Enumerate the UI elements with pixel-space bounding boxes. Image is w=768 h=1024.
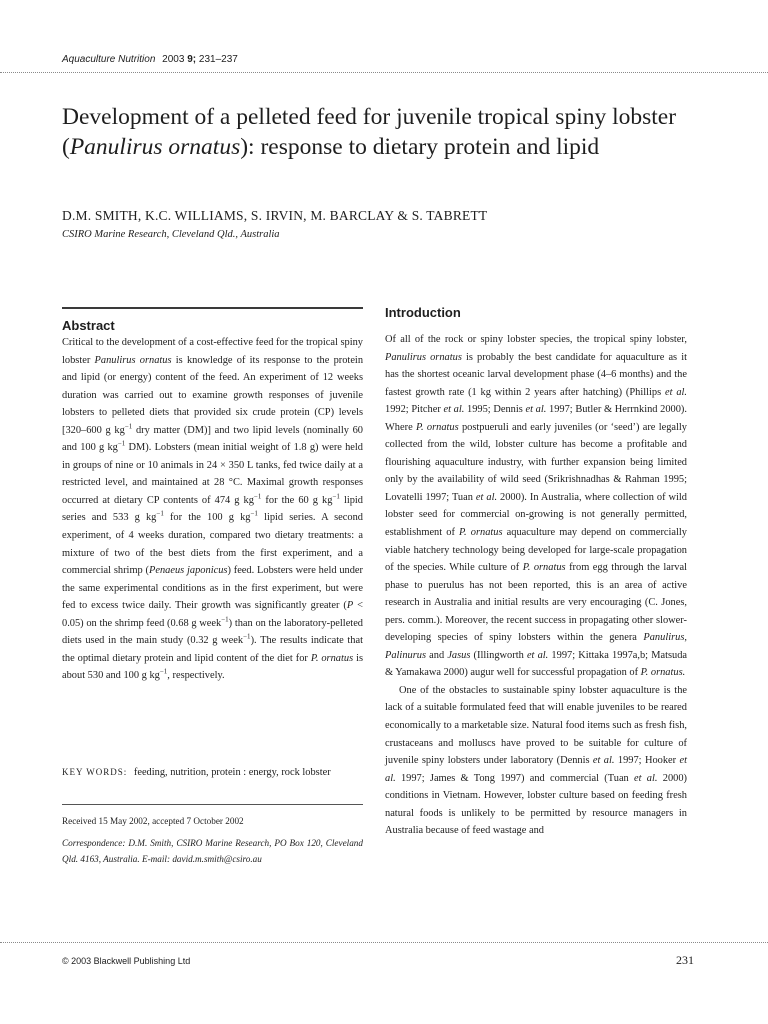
keywords-text: feeding, nutrition, protein : energy, rock lobster bbox=[133, 767, 331, 778]
intro-paragraph-2: One of the obstacles to sustainable spiny lobster aquaculture is the lack of a suitable formulated feed that will enable juveniles to be reared economically to a marketable size. Natural food items such as fresh fish, crustaceans and molluscs have proved to be suitable for culture of juvenile spiny lobsters under laboratory (Dennis et al. 1997; Hooker et al. 1997; James & Tong 1997) and commercial (Tuan et al. 2000) conditions in Vietnam. However, lobster culture based on feeding fresh natural foods is unlikely to be permitted by resource managers in Australia because of feed wastage and bbox=[385, 684, 688, 837]
journal-year: 2003 bbox=[162, 54, 185, 65]
abstract-top-rule bbox=[62, 307, 363, 309]
intro-paragraph-1: Of all of the rock or spiny lobster species, the tropical spiny lobster, Panulirus ornatus is probably the best candidate for aquaculture as it has the shortest oceanic larval development phase (4–6 months) and the fastest growth rate (1 kg within 2 years after hatching) (Phillips et al. 1992; Pitcher et al. 1995; Dennis et al. 1997; Butler & Herrnkind 2000). Where P. ornatus postpueruli and early juveniles (or ‘seed’) are legally collected from the wild, lobster culture has become a profitable and flourishing aquaculture industry, with further expansion being limited only by the availability of wild seed (Srikrishnadhas & Rahman 1995; Lovatelli 1997; Tuan et al. 2000). In Australia, where collection of wild lobster seed for commercial on-growing is not generally permitted, establishment of P. ornatus aquaculture may depend on commercially viable hatchery technology being developed for large-scale propagation of the species. While culture of P. ornatus from egg through the larval phase to puerulus has not been reported, this is an area of active research in Australia and initial results are very encouraging (C. Jones, pers. comm.). Moreover, the recent success in propagating other slower-developing species of spiny lobsters within the genera Panulirus, Palinurus and Jasus (Illingworth et al. 1997; Kittaka 1997a,b; Matsuda & Yamakawa 2000) augur well for successful propagation of P. ornatus. bbox=[385, 334, 688, 679]
journal-name: Aquaculture Nutrition bbox=[62, 54, 156, 65]
footnote-rule bbox=[62, 804, 363, 805]
journal-pages: 231–237 bbox=[198, 54, 238, 65]
header-dotted-divider bbox=[0, 72, 768, 73]
footer-dotted-divider bbox=[0, 942, 768, 943]
correspondence-note: Correspondence: D.M. Smith, CSIRO Marine Research, PO Box 120, Cleveland Qld. 4163, Australia. E-mail: david.m.smith@csiro.au bbox=[62, 838, 363, 864]
received-dates: Received 15 May 2002, accepted 7 October 2002 bbox=[62, 816, 244, 826]
page-number: 231 bbox=[676, 953, 694, 967]
article-title: Development of a pelleted feed for juvenile tropical spiny lobster (Panulirus ornatus): response to dietary protein and lipid bbox=[62, 104, 677, 160]
journal-citation bbox=[62, 54, 238, 65]
author-list: D.M. SMITH, K.C. WILLIAMS, S. IRVIN, M. BARCLAY & S. TABRETT bbox=[62, 208, 488, 223]
keywords-label: KEY WORDS: bbox=[62, 767, 128, 777]
copyright-notice: © 2003 Blackwell Publishing Ltd bbox=[62, 956, 191, 966]
abstract-body: Critical to the development of a cost-effective feed for the tropical spiny lobster Panulirus ornatus is knowledge of its response to the protein and lipid (or energy) content of the feed. An experiment of 12 weeks duration was carried out to examine growth responses of juvenile lobsters to pelleted diets that provided six crude protein (CP) levels [320–600 g $kg^{-1}$ dry matter (DM)] and two lipid levels (nominally 60 and 100 g $kg^{-1}$ DM). Lobsters (mean initial weight of 1.8 g) were held in groups of nine or 10 animals in 24 × 350 L tanks, fed twice daily at a restricted level, and maintained at 28 °C. Maximal growth responses occurred at dietary CP contents of 474 g $kg^{-1}$ for the 60 g $kg^{-1}$ lipid series and 533 g $kg^{-1}$ for the 100 g $kg^{-1}$ lipid series. A second experiment, of 4 weeks duration, compared two dietary treatments: a mixture of two of the best diets from the first experiment, and a commercial shrimp (Penaeus japonicus) feed. Lobsters were held under the same experimental conditions as in the first experiment, but were fed to excess twice daily. Their growth was significantly greater (P < 0.05) on the shrimp feed (0.68 g week$^{-1}$) than on the laboratory-pelleted diets used in the main study (0.32 g week$^{-1}$). The results indicate that the optimal dietary protein and lipid content of the diet for P. ornatus is about 530 and 100 g $kg^{-1}$, respectively. bbox=[62, 337, 364, 682]
introduction-body bbox=[385, 331, 687, 840]
author-affiliation: CSIRO Marine Research, Cleveland Qld., Australia bbox=[62, 229, 280, 240]
keywords bbox=[62, 764, 363, 782]
journal-volume: 9; bbox=[187, 54, 197, 65]
abstract-heading: Abstract bbox=[62, 318, 115, 333]
introduction-heading: Introduction bbox=[385, 305, 461, 320]
